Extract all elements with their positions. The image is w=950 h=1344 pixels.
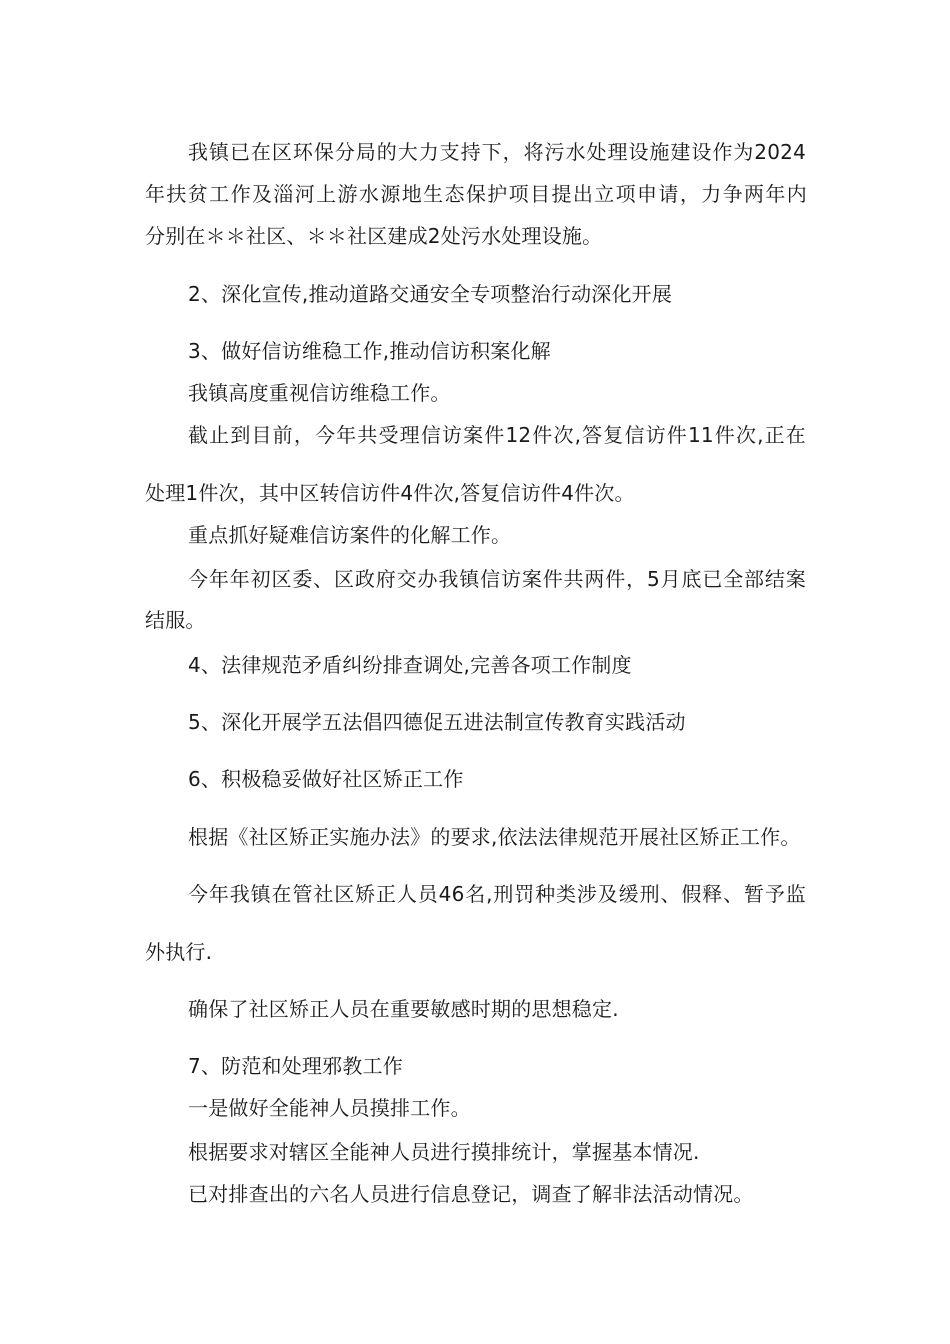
- paragraph-line: 确保了社区矫正人员在重要敏感时期的思想稳定.: [188, 997, 619, 1021]
- section-heading: 4、法律规范矛盾纠纷排查调处,完善各项工作制度: [188, 653, 632, 677]
- paragraph-line: 外执行.: [145, 940, 213, 964]
- paragraph-line: 我镇已在区环保分局的大力支持下，将污水处理设施建设作为2024: [188, 140, 806, 164]
- paragraph-line: 一是做好全能神人员摸排工作。: [188, 1096, 471, 1120]
- paragraph-line: 重点抓好疑难信访案件的化解工作。: [188, 523, 512, 547]
- section-heading: 2、深化宣传,推动道路交通安全专项整治行动深化开展: [188, 282, 673, 306]
- section-heading: 6、积极稳妥做好社区矫正工作: [188, 767, 464, 791]
- paragraph-line: 分别在＊＊社区、＊＊社区建成2处污水处理设施。: [145, 224, 603, 248]
- paragraph-line: 处理1件次，其中区转信访件4件次,答复信访件4件次。: [145, 481, 635, 505]
- paragraph-line: 今年年初区委、区政府交办我镇信访案件共两件，5月底已全部结案: [188, 567, 806, 591]
- section-heading: 5、深化开展学五法倡四德促五进法制宣传教育实践活动: [188, 710, 686, 734]
- section-heading: 3、做好信访维稳工作,推动信访积案化解: [188, 339, 551, 363]
- paragraph-line: 年扶贫工作及淄河上游水源地生态保护项目提出立项申请，力争两年内: [145, 182, 807, 206]
- paragraph-line: 今年我镇在管社区矫正人员46名,刑罚种类涉及缓刑、假释、暂予监: [188, 882, 806, 906]
- paragraph-line: 根据要求对辖区全能神人员进行摸排统计，掌握基本情况.: [188, 1140, 700, 1164]
- paragraph-line: 已对排查出的六名人员进行信息登记，调查了解非法活动情况。: [188, 1182, 754, 1206]
- paragraph-line: 截止到目前，今年共受理信访案件12件次,答复信访件11件次,正在: [188, 423, 806, 447]
- paragraph-line: 根据《社区矫正实施办法》的要求,依法法律规范开展社区矫正工作。: [188, 825, 801, 849]
- paragraph-line: 结服。: [145, 608, 206, 632]
- section-heading: 7、防范和处理邪教工作: [188, 1054, 403, 1078]
- paragraph-line: 我镇高度重视信访维稳工作。: [188, 381, 451, 405]
